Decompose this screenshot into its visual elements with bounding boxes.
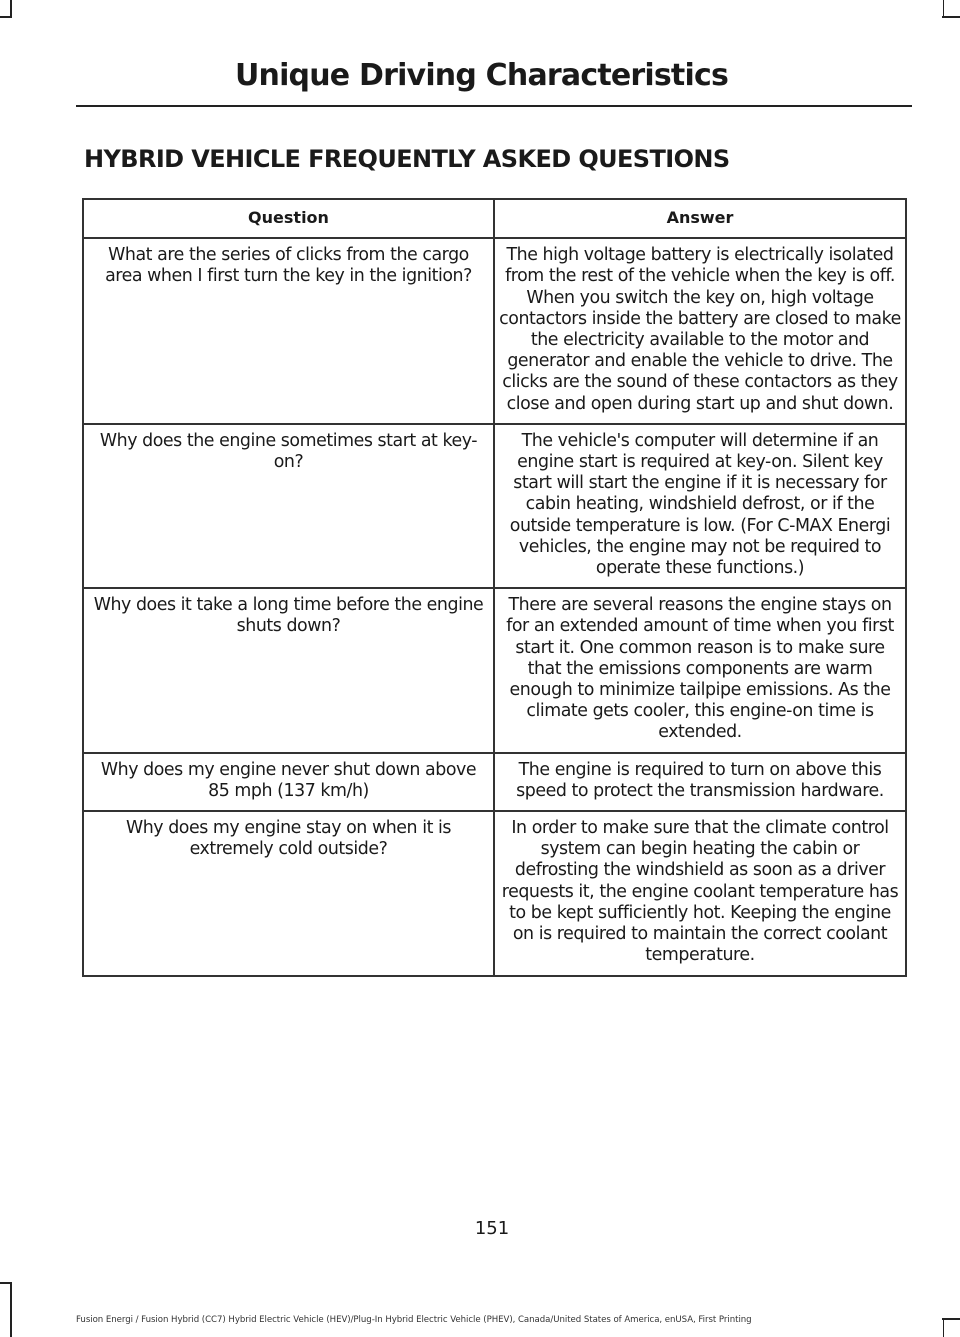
answer-cell: The high voltage battery is electrically isolated from the rest of the vehicle when the key is off. When you switch the key on, high voltage contactors inside the battery are closed to make the electricity available to the motor and generator and enable the vehicle to drive. The clicks are the sound of these contactors as they close and open during start up and shut down.	[494, 238, 906, 424]
column-header-answer: Answer	[494, 199, 906, 238]
answer-cell: The engine is required to turn on above this speed to protect the transmission hardware.	[494, 753, 906, 811]
crop-mark-bottom-right-vertical	[943, 1318, 945, 1337]
crop-mark-top-right-vertical	[943, 0, 945, 16]
chapter-title: Unique Driving Characteristics	[234, 58, 728, 93]
question-cell: What are the series of clicks from the cargo area when I first turn the key in the ignition?	[83, 238, 494, 424]
column-header-question: Question	[83, 199, 494, 238]
question-cell: Why does the engine sometimes start at key-on?	[83, 424, 494, 588]
crop-mark-bottom-right-horizontal	[942, 1318, 960, 1320]
answer-cell: The vehicle's computer will determine if an engine start is required at key-on. Silent key start will start the engine if it is necessary for cabin heating, windshield defrost, or if the outside temperature is low. (For C-MAX Energi vehicles, the engine may not be required to operate these functions.)	[494, 424, 906, 588]
answer-cell: There are several reasons the engine stays on for an extended amount of time when you first start it. One common reason is to make sure that the emissions components are warm enough to minimize tailpipe emissions. As the climate gets cooler, this engine-on time is extended.	[494, 588, 906, 752]
footer-publication-info: Fusion Energi / Fusion Hybrid (CC7) Hybrid Electric Vehicle (HEV)/Plug-In Hybrid Electric Vehicle (PHEV), Canada/United States of America, enUSA, First Printing	[76, 1315, 752, 1325]
question-cell: Why does my engine stay on when it is extremely cold outside?	[83, 811, 494, 975]
section-title: HYBRID VEHICLE FREQUENTLY ASKED QUESTIONS	[84, 145, 730, 173]
table-row	[83, 588, 906, 752]
table-row	[83, 811, 906, 975]
header-divider	[76, 105, 912, 107]
page-number: 151	[474, 1218, 510, 1239]
table-row	[83, 424, 906, 588]
table-header-row	[83, 199, 906, 238]
faq-table	[82, 198, 907, 977]
crop-mark-top-right-horizontal	[942, 16, 960, 18]
question-cell: Why does it take a long time before the engine shuts down?	[83, 588, 494, 752]
crop-mark-bottom-left-vertical	[10, 1282, 12, 1337]
question-cell: Why does my engine never shut down above 85 mph (137 km/h)	[83, 753, 494, 811]
table-row	[83, 238, 906, 424]
answer-cell: In order to make sure that the climate control system can begin heating the cabin or defrosting the windshield as soon as a driver requests it, the engine coolant temperature has to be kept sufficiently hot. Keeping the engine on is required to maintain the correct coolant temperature.	[494, 811, 906, 975]
table-row	[83, 753, 906, 811]
crop-mark-top-left-vertical	[10, 0, 12, 16]
crop-mark-top-left-horizontal	[0, 16, 12, 18]
